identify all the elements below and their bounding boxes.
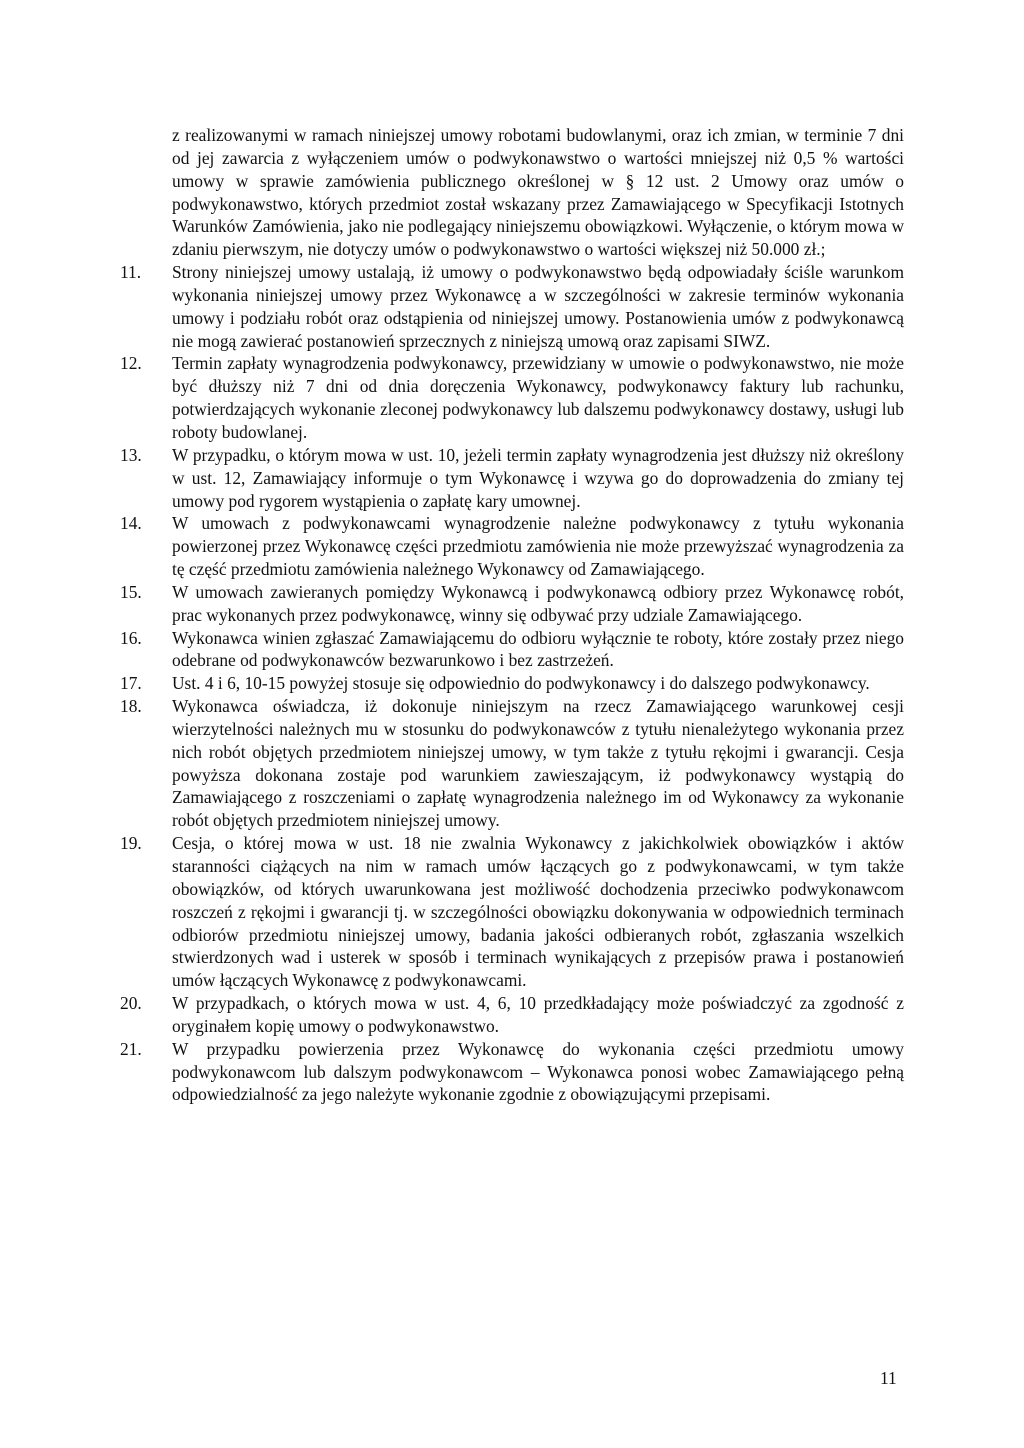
list-item-number: 16. (120, 627, 142, 648)
continued-paragraph-text: z realizowanymi w ramach niniejszej umowy robotami budowlanymi, oraz ich zmian, w terminie 7 dni od jej zawarcia z wyłączeniem umów o podwykonawstwo o wartości mniejszej niż 0,5 % wartości umowy w sprawie zamówienia publicznego określonej w § 12 ust. 2 Umowy oraz umów o podwykonawstwo, których przedmiot został wskazany przez Zamawiającego w Specyfikacji Istotnych Warunków Zamówienia, jako nie podlegający niniejszemu obowiązkowi. Wyłączenie, o którym mowa w zdaniu pierwszym, nie dotyczy umów o podwykonawstwo o wartości większej niż 50.000 zł.; (172, 125, 904, 260)
list-item-number: 18. (120, 696, 142, 717)
list-item (120, 992, 904, 1038)
list-item (120, 672, 904, 695)
list-item-number: 21. (120, 1038, 142, 1059)
list-item-text: W umowach zawieranych pomiędzy Wykonawcą i podwykonawcą odbiory przez Wykonawcę robót, prac wykonanych przez podwykonawcę, winny się odbywać przy udziale Zamawiającego. (172, 581, 904, 625)
list-item-text: W przypadkach, o których mowa w ust. 4, 6, 10 przedkładający może poświadczyć za zgodność z oryginałem kopię umowy o podwykonawstwo. (172, 993, 904, 1036)
list-item-number: 17. (120, 673, 142, 694)
list-item-number: 13. (120, 444, 142, 465)
list-item-text: Cesja, o której mowa w ust. 18 nie zwalnia Wykonawcy z jakichkolwiek obowiązków i aktów staranności ciążących na nim w ramach umów łączących go z podwykonawcami, w tym także obowiązków, od których uwarunkowana jest możliwość dochodzenia przeciwko podwykonawcom roszczeń z rękojmi i gwarancji tj. w szczególności obowiązku dokonywania w odpowiednich terminach odbiorów przedmiotu niniejszej umowy, badania jakości odbieranych robót, zgłaszania wszelkich stwierdzonych wad i usterek w sposób i terminach wynikających z przepisów prawa i postanowień umów łączących Wykonawcę z podwykonawcami. (172, 833, 904, 991)
list-item-text: Wykonawca winien zgłaszać Zamawiającemu do odbioru wyłącznie te roboty, które zostały przez niego odebrane od podwykonawców bezwarunkowo i bez zastrzeżeń. (172, 627, 904, 671)
list-item (120, 352, 904, 443)
list-item-text: W przypadku, o którym mowa w ust. 10, jeżeli termin zapłaty wynagrodzenia jest dłuższy niż określony w ust. 12, Zamawiający informuje o tym Wykonawcę i wzywa go do doprowadzenia do zmiany tej umowy pod rygorem wystąpienia o zapłatę kary umownej. (172, 444, 904, 511)
list-item (120, 512, 904, 581)
list-item (120, 1038, 904, 1107)
list-item-text: W przypadku powierzenia przez Wykonawcę do wykonania części przedmiotu umowy podwykonawcom lub dalszym podwykonawcom – Wykonawca ponosi wobec Zamawiającego pełną odpowiedzialność za jego należyte wykonanie zgodnie z obowiązującymi przepisami. (172, 1038, 904, 1105)
list-item-text: W umowach z podwykonawcami wynagrodzenie należne podwykonawcy z tytułu wykonania powierzonej przez Wykonawcę części przedmiotu zamówienia nie może przewyższać wynagrodzenia za tę część przedmiotu zamówienia należnego Wykonawcy od Zamawiającego. (172, 513, 904, 580)
list-item (120, 444, 904, 513)
continued-paragraph (120, 124, 904, 261)
list-item-text: Ust. 4 i 6, 10-15 powyżej stosuje się odpowiednio do podwykonawcy i do dalszego podwykonawcy. (172, 673, 870, 694)
list-item (120, 695, 904, 832)
list-item-number: 15. (120, 581, 142, 602)
list-item-number: 12. (120, 353, 142, 374)
list-item (120, 832, 904, 992)
list-item (120, 627, 904, 673)
list-item-text: Wykonawca oświadcza, iż dokonuje niniejszym na rzecz Zamawiającego warunkowej cesji wierzytelności należnych mu w stosunku do podwykonawców z tytułu nienależytego wykonania przez nich robót objętych przedmiotem niniejszej umowy, w tym także z tytułu rękojmi i gwarancji. Cesja powyższa dokonana zostaje pod warunkiem zawieszającym, iż podwykonawcy wystąpią do Zamawiającego z roszczeniami o zapłatę wynagrodzenia należnego im od Wykonawcy za wykonanie robót objętych przedmiotem niniejszej umowy. (172, 696, 904, 831)
list-item-text: Strony niniejszej umowy ustalają, iż umowy o podwykonawstwo będą odpowiadały ściśle warunkom wykonania niniejszej umowy przez Wykonawcę a w szczególności w zakresie terminów wykonania umowy i podziału robót oraz odstąpienia od niniejszej umowy. Postanowienia umów z podwykonawcą nie mogą zawierać postanowień sprzecznych z niniejszą umową oraz zapisami SIWZ. (172, 262, 904, 351)
document-body (120, 124, 904, 1106)
list-item-text: Termin zapłaty wynagrodzenia podwykonawcy, przewidziany w umowie o podwykonawstwo, nie może być dłuższy niż 7 dni od dnia doręczenia Wykonawcy, podwykonawcy faktury lub rachunku, potwierdzających wykonanie zleconej podwykonawcy lub dalszemu podwykonawcy dostawy, usługi lub roboty budowlanej. (172, 353, 904, 442)
page-number: 11 (880, 1368, 897, 1388)
list-item-number: 20. (120, 993, 142, 1014)
list-item-number: 19. (120, 833, 142, 854)
list-item (120, 261, 904, 352)
list-item-number: 11. (120, 262, 142, 283)
list-item-number: 14. (120, 513, 142, 534)
list-item (120, 581, 904, 627)
